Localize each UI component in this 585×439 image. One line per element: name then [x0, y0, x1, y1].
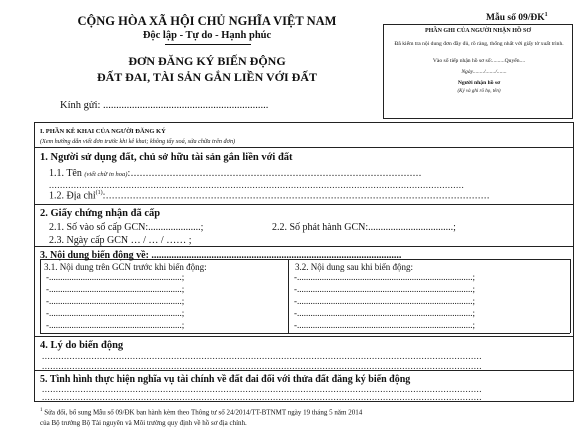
q1-title: 1. Người sử dụng đất, chủ sở hữu tài sản gắn liền với đất: [40, 152, 293, 163]
row-divider: [34, 246, 574, 247]
q2-issue-date-field[interactable]: 2.3. Ngày cấp GCN … / … / …… ;: [49, 235, 192, 246]
receiver-signature-label: Người nhận hồ sơ: [457, 80, 501, 86]
receiver-signature-hint: (Ký và ghi rõ họ, tên): [457, 89, 501, 94]
q4-reason-line[interactable]: ................................................................................................................................................................: [42, 361, 482, 371]
q1-address-field[interactable]: [49, 190, 490, 201]
q3-after-line[interactable]: -..............................................................................;: [294, 308, 475, 318]
q3-after-line[interactable]: -..............................................................................;: [294, 320, 475, 330]
receiver-box-title: PHẦN GHI CỦA NGƯỜI NHẬN HỒ SƠ: [424, 28, 532, 34]
q3-after-line[interactable]: -..............................................................................;: [294, 284, 475, 294]
form-number-sup: 1: [544, 12, 548, 18]
row-divider: [34, 336, 574, 337]
receiver-check-note: Đã kiểm tra nội dung đơn đầy đủ, rõ ràng, thống nhất với giấy tờ xuất trình.: [394, 41, 564, 47]
q1-name-field[interactable]: [49, 168, 422, 179]
q3-before-line[interactable]: -...........................................................;: [46, 320, 185, 330]
form-number: [486, 12, 548, 23]
q3-title: 3. Nội dung biến động về: ....................................................................................................: [40, 250, 402, 261]
q1-address-label: 1.2. Địa chỉ: [49, 190, 96, 202]
q3-before-line[interactable]: -...........................................................;: [46, 284, 185, 294]
footnote-text1: Sửa đổi, bổ sung Mẫu số 09/ĐK ban hành kèm theo Thông tư số 24/2014/TT-BTNMT ngày 19 tháng 5 năm 2014: [42, 408, 363, 417]
form-number-text: Mẫu số 09/ĐK: [486, 13, 545, 24]
q1-name-hint: (viết chữ in hoa): [84, 171, 128, 178]
footnote-line2: của Bộ trưởng Bộ Tài nguyên và Môi trường quy định về hồ sơ địa chính.: [40, 419, 247, 427]
motto-heading: Độc lập - Tự do - Hạnh phúc: [142, 30, 272, 41]
q3-before-line[interactable]: -...........................................................;: [46, 296, 185, 306]
q1-address-dots: :................................................................................................................................: [102, 190, 490, 202]
footnote-line1: [40, 408, 580, 416]
q3-inner-bottom: [40, 333, 570, 334]
receiver-date: Ngày......../......./.......: [461, 69, 507, 75]
q3-after-line[interactable]: -..............................................................................;: [294, 296, 475, 306]
addressee-line: Kính gửi: ...............................................................: [60, 100, 269, 111]
q3-after-label: 3.2. Nội dung sau khi biến động:: [295, 262, 413, 272]
q1-name-dots: :.................................................................................................: [127, 168, 422, 179]
q4-reason-line[interactable]: ................................................................................................................................................................: [42, 351, 482, 361]
q2-register-number-field[interactable]: 2.1. Số vào sổ cấp GCN:.....................;: [49, 222, 204, 233]
footnote-sup: 1: [40, 408, 43, 413]
q3-before-label: 3.1. Nội dung trên GCN trước khi biến động:: [44, 262, 207, 272]
q3-before-line[interactable]: -...........................................................;: [46, 272, 185, 282]
q2-title: 2. Giấy chứng nhận đã cấp: [40, 208, 161, 219]
q3-inner-right: [570, 259, 571, 333]
q5-title: 5. Tình hình thực hiện nghĩa vụ tài chính về đất đai đối với thửa đất đăng ký biến động: [40, 374, 411, 385]
row-divider: [34, 204, 574, 205]
receiver-register-number: Vào sổ tiếp nhận hồ sơ số:.........Quyển....: [432, 58, 526, 64]
q1-address-sup: (1): [95, 190, 103, 196]
q3-inner-middle: [288, 259, 289, 333]
q5-financial-line[interactable]: ................................................................................................................................................................: [42, 392, 482, 402]
section1-title: I. PHẦN KÊ KHAI CỦA NGƯỜI ĐĂNG KÝ: [40, 128, 166, 135]
motto-underline: [165, 44, 251, 45]
q3-before-line[interactable]: -...........................................................;: [46, 308, 185, 318]
q2-issue-number-field[interactable]: 2.2. Số phát hành GCN:..................................;: [272, 222, 456, 233]
form-title-line2: ĐẤT ĐAI, TÀI SẢN GẮN LIỀN VỚI ĐẤT: [96, 70, 318, 84]
q3-inner-left: [40, 259, 41, 333]
republic-heading: CỘNG HÒA XÃ HỘI CHỦ NGHĨA VIỆT NAM: [77, 14, 337, 28]
q1-name-label: 1.1. Tên: [49, 168, 82, 179]
row-divider: [34, 147, 574, 148]
q1-name-continuation[interactable]: .......................................................................................................................................................: [49, 180, 465, 190]
section1-note: (Xem hướng dẫn viết đơn trước khi kê khai; không tẩy xoá, sửa chữa trên đơn): [40, 138, 236, 145]
q3-after-line[interactable]: -..............................................................................;: [294, 272, 475, 282]
q5-financial-line[interactable]: ................................................................................................................................................................: [42, 384, 482, 394]
q4-title: 4. Lý do biến động: [40, 340, 124, 351]
form-title-line1: ĐƠN ĐĂNG KÝ BIẾN ĐỘNG: [128, 54, 286, 68]
